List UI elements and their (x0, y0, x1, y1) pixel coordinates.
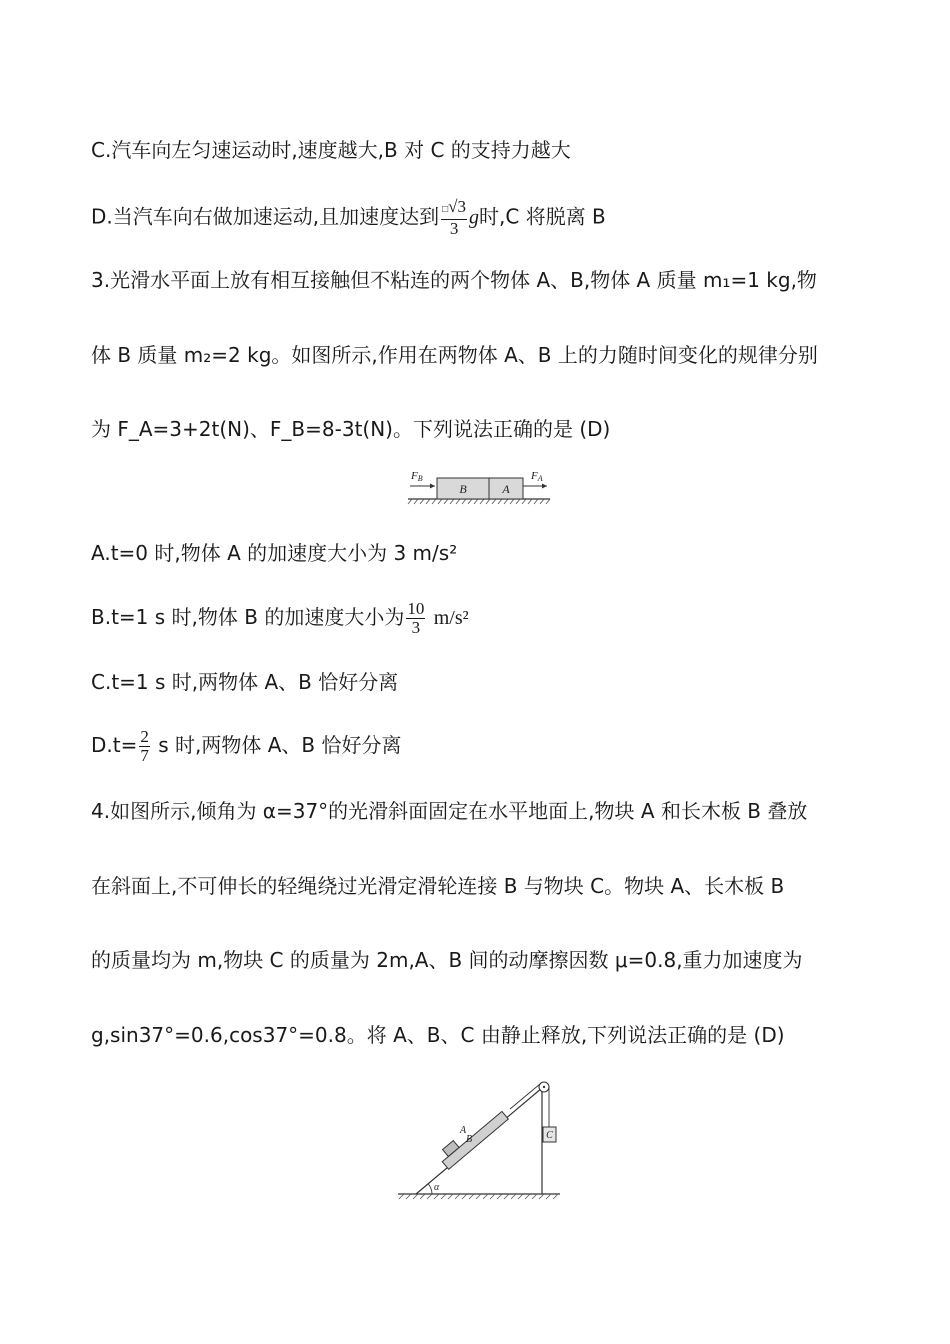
board-b (436, 1105, 508, 1170)
q4-stem-line-3: 的质量均为 m,物块 C 的质量为 2m,A、B 间的动摩擦因数 μ=0.8,重力加速度为 (91, 948, 803, 972)
block-a-label: A (502, 482, 510, 496)
block-a-label: A (460, 1125, 467, 1136)
q4-stem-line-1: 4.如图所示,倾角为 α=37°的光滑斜面固定在水平地面上,物块 A 和长木板 B 叠放 (91, 799, 808, 823)
q2-fraction: $\frac{□√3}{3}$ (442, 197, 467, 238)
force-fb-label: FB (411, 470, 423, 483)
q3-stem-line-3: 为 F_A=3+2t(N)、F_B=8-3t(N)。下列说法正确的是 (D) (91, 417, 611, 441)
ground-hatching (408, 499, 550, 504)
force-fb-arrowhead (430, 484, 435, 489)
q3-option-d: D.t= $\frac{2}{7}$ s 时,两物体 A、B 恰好分离 (91, 727, 402, 765)
alpha-label: α (434, 1182, 440, 1193)
q2-option-d: D.当汽车向右做加速运动,且加速度达到 $\frac{□√3}{3}$ g时,C 将脱离 B (91, 197, 606, 238)
q3-option-b-fraction: $\frac{10}{3}$ (407, 599, 425, 637)
q4-stem-line-2: 在斜面上,不可伸长的轻绳绕过光滑定滑轮连接 B 与物块 C。物块 A、长木板 B (91, 874, 785, 898)
board-b-label: B (466, 1134, 473, 1145)
q4-stem-line-4: g,sin37°=0.6,cos37°=0.8。将 A、B、C 由静止释放,下列说法正确的是 (D) (91, 1023, 785, 1047)
rope-incline (510, 1084, 540, 1109)
q3-option-b: B.t=1 s 时,物体 B 的加速度大小为 $\frac{10}{3}$ m/s² (91, 599, 469, 637)
block-c-label: C (546, 1130, 553, 1141)
q3-figure (404, 466, 554, 508)
force-fa-arrowhead (542, 484, 547, 489)
ground-hatching (399, 1194, 558, 1199)
q3-stem-line-2: 体 B 质量 m₂=2 kg。如图所示,作用在两物体 A、B 上的力随时间变化的规律分别 (91, 343, 818, 367)
q3-option-d-fraction: $\frac{2}{7}$ (140, 727, 149, 765)
q4-figure (394, 1076, 564, 1202)
angle-arc (428, 1184, 432, 1194)
pulley-axle (543, 1086, 545, 1088)
q3-option-a: A.t=0 时,物体 A 的加速度大小为 3 m/s² (91, 541, 458, 565)
block-b-label: B (459, 482, 467, 496)
q3-figure-svg (404, 466, 554, 508)
q4-figure-svg (394, 1076, 564, 1202)
force-fa-label: FA (531, 470, 543, 483)
q2-option-c: C.汽车向左匀速运动时,速度越大,B 对 C 的支持力越大 (91, 138, 571, 162)
q3-stem-line-1: 3.光滑水平面上放有相互接触但不粘连的两个物体 A、B,物体 A 质量 m₁=1 kg,物 (91, 268, 817, 292)
q3-option-c: C.t=1 s 时,两物体 A、B 恰好分离 (91, 670, 399, 694)
